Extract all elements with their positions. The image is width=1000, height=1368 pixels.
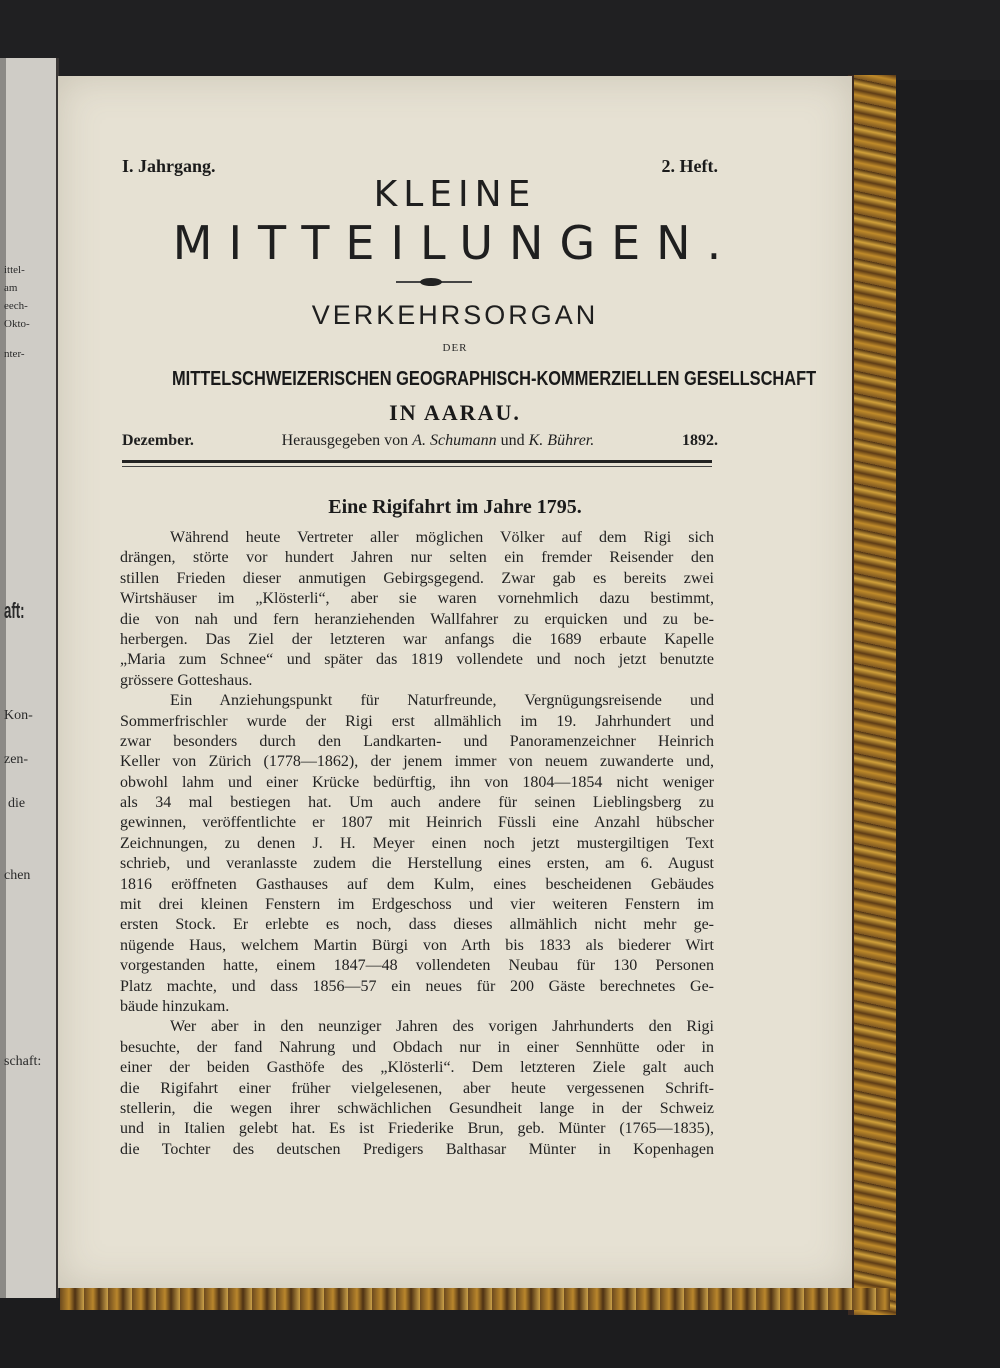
left-page-fold	[0, 58, 6, 1298]
article-line: drängen, störte vor hundert Jahren nur selten ein fremder Reisender den	[120, 549, 714, 567]
article-body	[120, 528, 714, 1160]
article-line: nügende Haus, welchem Martin Bürgi von Arth bis 1833 als biederer Wirt	[120, 936, 714, 954]
article-line: zwar besonders durch den Landkarten- und Panoramenzeichner Heinrich	[120, 732, 714, 750]
left-page-fragment: nter-	[4, 348, 25, 360]
article-line: die Rigifahrt einer früher vielgelesenen, aber heute vergessenen Schrift-	[120, 1079, 714, 1097]
article-line: schrieb, und veranlasste zudem die Herstellung eines ersten, am 6. August	[120, 855, 714, 873]
issue-month: Dezember.	[122, 432, 194, 449]
article-title: Eine Rigifahrt im Jahre 1795.	[328, 496, 582, 518]
article-line: stellerin, die wegen ihrer schwächlichen Gesundheit lange in der Schweiz	[120, 1099, 714, 1117]
article-line: die von nah und fern heranziehenden Wallfahrer zu erquicken und zu be-	[120, 610, 714, 628]
editor-name: A. Schumann	[412, 432, 497, 449]
left-page-fragment: aft:	[4, 598, 25, 623]
masthead-rule-thin	[122, 466, 712, 467]
article-line: mit drei kleinen Fenstern im Erdgeschoss und vier weiteren Fenstern im	[120, 896, 714, 914]
article-line: und in Italien gelebt hat. Es ist Friederike Brun, geb. Münter (1765—1835),	[120, 1120, 714, 1138]
society-name: MITTELSCHWEIZERISCHEN GEOGRAPHISCH-KOMMERZIELLEN GESELLSCHAFT	[172, 368, 817, 390]
article-line: obwohl lahm und einer Krücke bedürftig, ihn von 1804—1854 nicht weniger	[120, 773, 714, 791]
left-page-fragment: ittel-	[4, 264, 25, 276]
article-line: als 34 mal bestiegen hat. Um auch andere für seinen Lieblingsberg zu	[120, 794, 714, 812]
journal-page	[58, 76, 852, 1288]
left-page-fragment: eech-	[4, 300, 28, 312]
backdrop	[0, 0, 1000, 80]
left-page-fragment: Okto-	[4, 318, 30, 330]
article-line: Während heute Vertreter aller möglichen Völker auf dem Rigi sich	[170, 529, 714, 546]
article-line: ersten Stock. Er erlebte es noch, dass dieses allmählich nicht mehr ge-	[120, 916, 714, 934]
marbled-binding-edge	[848, 75, 896, 1315]
volume-label: I. Jahrgang.	[122, 156, 216, 176]
article-line: bäude hinzukam.	[120, 997, 230, 1015]
editors-credit: Herausgegeben von A. Schumann und K. Bührer.	[281, 432, 595, 449]
article-line: gewinnen, veröffentlichte er 1807 mit Heinrich Füssli eine Anzahl hübscher	[120, 814, 714, 832]
article-line: Zeichnungen, zu denen J. H. Meyer einen noch jetzt mustergiltigen Text	[120, 834, 714, 852]
journal-title-line-1: KLEINE	[373, 174, 537, 215]
article-line: Keller von Zürich (1778—1862), der jenem immer von neuem zuwanderte und,	[120, 753, 714, 771]
article-line: besuchte, der fand Nahrung und Obdach nur in einer Sennhütte oder in	[120, 1038, 714, 1056]
subtitle-connector: DER	[442, 342, 468, 354]
society-location: IN AARAU.	[389, 400, 521, 425]
article-line: herbergen. Das Ziel der letzteren war anfangs die 1689 erbaute Kapelle	[120, 630, 714, 648]
journal-title-line-2: MITTEILUNGEN.	[172, 216, 738, 270]
article-line: Platz machte, und dass 1856—57 ein neues für 200 Gäste berechnetes Ge-	[120, 977, 714, 995]
editor-name: K. Bührer.	[528, 432, 595, 449]
left-page-fragment: schaft:	[4, 1054, 42, 1069]
article-line: Wer aber in den neunziger Jahren des vorigen Jahrhunderts den Rigi	[170, 1018, 714, 1036]
marbled-binding-bottom	[60, 1288, 890, 1310]
article-line: Sommerfrischler wurde der Rigi erst allmählich im 19. Jahrhundert und	[120, 712, 714, 730]
left-page-fragment: am	[4, 282, 18, 294]
journal-subtitle: VERKEHRSORGAN	[311, 300, 599, 330]
left-page-edge	[0, 58, 59, 1298]
article-line: Ein Anziehungspunkt für Naturfreunde, Vergnügungsreisende und	[170, 692, 714, 710]
article-line: „Maria zum Schnee“ und später das 1819 vollendete und noch jetzt benutzte	[120, 651, 714, 669]
article-line: vorgestanden hatte, einem 1847—48 vollendeten Neubau für 130 Personen	[120, 957, 714, 975]
masthead-rule	[122, 460, 712, 463]
left-page-fragment: die	[8, 796, 26, 811]
left-page-fragment: zen-	[4, 752, 29, 767]
article-line: die Tochter des deutschen Predigers Balthasar Münter in Kopenhagen	[120, 1140, 714, 1158]
issue-year: 1892.	[682, 432, 718, 449]
left-page-fragment: Kon-	[4, 708, 33, 723]
article-line: einer der beiden Gasthöfe des „Klösterli“. Dem letzteren Ziele galt auch	[120, 1059, 714, 1077]
article-line: 1816 eröffneten Gasthauses auf dem Kulm, eines bescheidenen Gebäudes	[120, 875, 714, 893]
publication-row	[122, 432, 718, 450]
article-line: Wirtshäuser im „Klösterli“, aber sie waren vornehmlich dazu bestimmt,	[120, 590, 714, 608]
article-line: grössere Gotteshaus.	[120, 671, 253, 689]
left-page-fragment: chen	[4, 868, 31, 883]
ornament-divider	[396, 281, 472, 283]
article-line: stillen Frieden dieser anmutigen Gebirgsgegend. Zwar gab es bereits zwei	[120, 569, 714, 587]
issue-label: 2. Heft.	[661, 156, 718, 176]
